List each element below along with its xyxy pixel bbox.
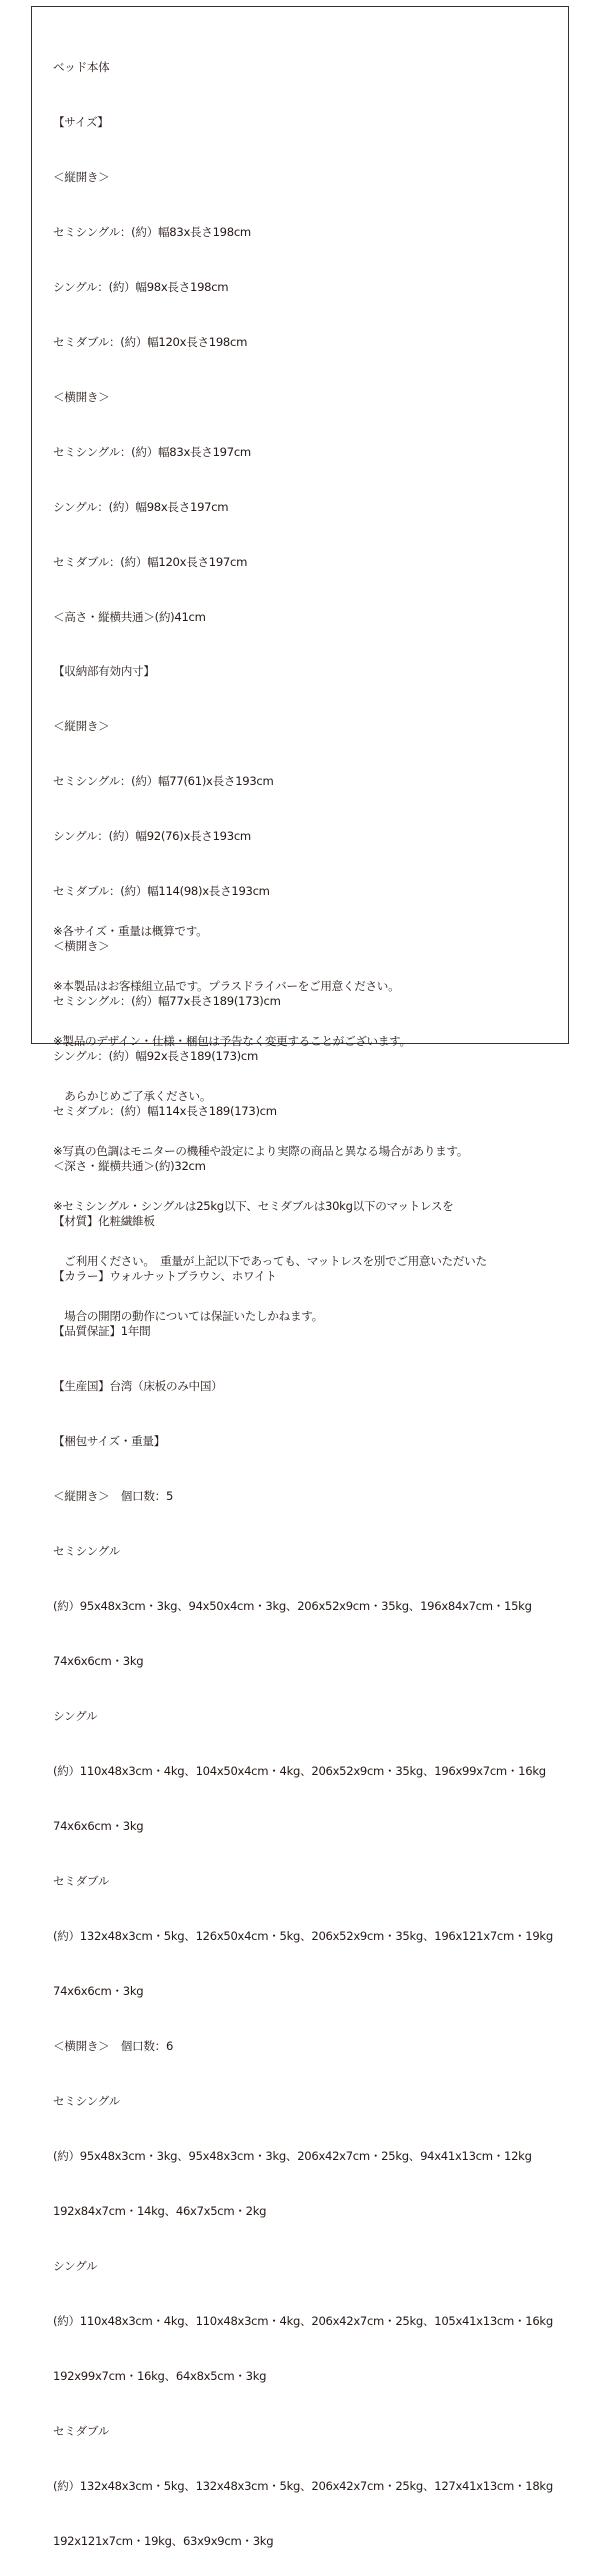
spec-line: 74x6x6cm・3kg bbox=[53, 1984, 144, 1999]
spec-line: (約）110x48x3cm・4kg、104x50x4cm・4kg、206x52x9cm・35kg、196x99x7cm・16kg bbox=[53, 1764, 546, 1779]
spec-line: 【サイズ】 bbox=[53, 114, 109, 129]
spec-line: セミダブル：(約）幅114(98)x長さ193cm bbox=[53, 884, 270, 899]
spec-line: (約）110x48x3cm・4kg、110x48x3cm・4kg、206x42x7cm・25kg、105x41x13cm・16kg bbox=[53, 2314, 553, 2329]
spec-line: 【収納部有効内寸】 bbox=[53, 664, 155, 679]
spec-line: セミシングル：(約）幅83x長さ197cm bbox=[53, 444, 251, 459]
spec-line: ＜縦開き＞ bbox=[53, 169, 110, 184]
note-line: あらかじめご了承ください。 bbox=[53, 1088, 212, 1103]
spec-line: 192x121x7cm・19kg、63x9x9cm・3kg bbox=[53, 2533, 274, 2548]
spec-line: シングル：(約）幅92(76)x長さ193cm bbox=[53, 829, 251, 844]
spec-line: 【梱包サイズ・重量】 bbox=[53, 1434, 166, 1449]
spec-line: セミダブル：(約）幅120x長さ197cm bbox=[53, 554, 248, 569]
spec-line: セミダブル bbox=[53, 1874, 110, 1889]
spec-line: (約）95x48x3cm・3kg、94x50x4cm・3kg、206x52x9cm・35kg、196x84x7cm・15kg bbox=[53, 1599, 532, 1614]
spec-line: 74x6x6cm・3kg bbox=[53, 1819, 144, 1834]
spec-line: セミシングル bbox=[53, 2094, 120, 2109]
spec-line: (約）132x48x3cm・5kg、132x48x3cm・5kg、206x42x7cm・25kg、127x41x13cm・18kg bbox=[53, 2478, 553, 2493]
note-line: 場合の開閉の動作については保証いたしかねます。 bbox=[53, 1308, 323, 1323]
spec-line: セミダブル：(約）幅114x長さ189(173)cm bbox=[53, 1104, 277, 1119]
note-line: ※写真の色調はモニターの機種や設定により実際の商品と異なる場合があります。 bbox=[53, 1143, 469, 1158]
spec-line: 192x84x7cm・14kg、46x7x5cm・2kg bbox=[53, 2204, 267, 2219]
spec-line: シングル：(約）幅98x長さ198cm bbox=[53, 279, 229, 294]
spec-line: セミシングル：(約）幅77(61)x長さ193cm bbox=[53, 774, 274, 789]
spec-line: セミダブル bbox=[53, 2423, 110, 2438]
spec-line: ＜深さ・縦横共通＞(約)32cm bbox=[53, 1159, 206, 1174]
spec-line: セミシングル bbox=[53, 1544, 120, 1559]
spec-line: ＜横開き＞ bbox=[53, 939, 110, 954]
spec-line: シングル bbox=[53, 2259, 98, 2274]
spec-line: 【品質保証】1年間 bbox=[53, 1324, 151, 1339]
spec-line: ＜高さ・縦横共通＞(約)41cm bbox=[53, 609, 206, 624]
spec-line: ＜横開き＞ bbox=[53, 389, 110, 404]
spec-line: 【生産国】台湾（床板のみ中国） bbox=[53, 1379, 223, 1394]
spec-line: セミダブル：(約）幅120x長さ198cm bbox=[53, 334, 248, 349]
notes-list bbox=[53, 885, 568, 1343]
note-line: ※セミシングル・シングルは25kg以下、セミダブルは30kg以下のマットレスを bbox=[53, 1198, 454, 1213]
note-line: ご利用ください。 重量が上記以下であっても、マットレスを別でご用意いただいた bbox=[53, 1253, 487, 1268]
note-line: ※各サイズ・重量は概算です。 bbox=[53, 923, 208, 938]
spec-line: セミシングル：(約）幅77x長さ189(173)cm bbox=[53, 994, 281, 1009]
spec-line: セミシングル：(約）幅83x長さ198cm bbox=[53, 224, 251, 239]
spec-line: ベッド本体 bbox=[53, 59, 110, 74]
spec-line: 192x99x7cm・16kg、64x8x5cm・3kg bbox=[53, 2369, 267, 2383]
spec-line: (約）95x48x3cm・3kg、95x48x3cm・3kg、206x42x7cm・25kg、94x41x13cm・12kg bbox=[53, 2149, 532, 2164]
note-line: ※本製品はお客様組立品です。プラスドライバーをご用意ください。 bbox=[53, 978, 400, 993]
spec-line: ＜縦開き＞ 個口数：5 bbox=[53, 1489, 174, 1504]
spec-line: シングル bbox=[53, 1709, 98, 1724]
spec-line: シングル：(約）幅92x長さ189(173)cm bbox=[53, 1049, 258, 1064]
spec-line: ＜横開き＞ 個口数：6 bbox=[53, 2039, 174, 2054]
spec-line: 【カラー】ウォルナットブラウン、ホワイト bbox=[53, 1269, 277, 1284]
spec-line: 【材質】化粧繊維板 bbox=[53, 1214, 155, 1229]
spec-line: シングル：(約）幅98x長さ197cm bbox=[53, 499, 229, 514]
spec-line: ＜縦開き＞ bbox=[53, 719, 110, 734]
spec-line: (約）132x48x3cm・5kg、126x50x4cm・5kg、206x52x9cm・35kg、196x121x7cm・19kg bbox=[53, 1929, 553, 1944]
note-line: ※製品のデザイン・仕様・梱包は予告なく変更することがございます。 bbox=[53, 1033, 411, 1048]
spec-line: 74x6x6cm・3kg bbox=[53, 1654, 144, 1669]
